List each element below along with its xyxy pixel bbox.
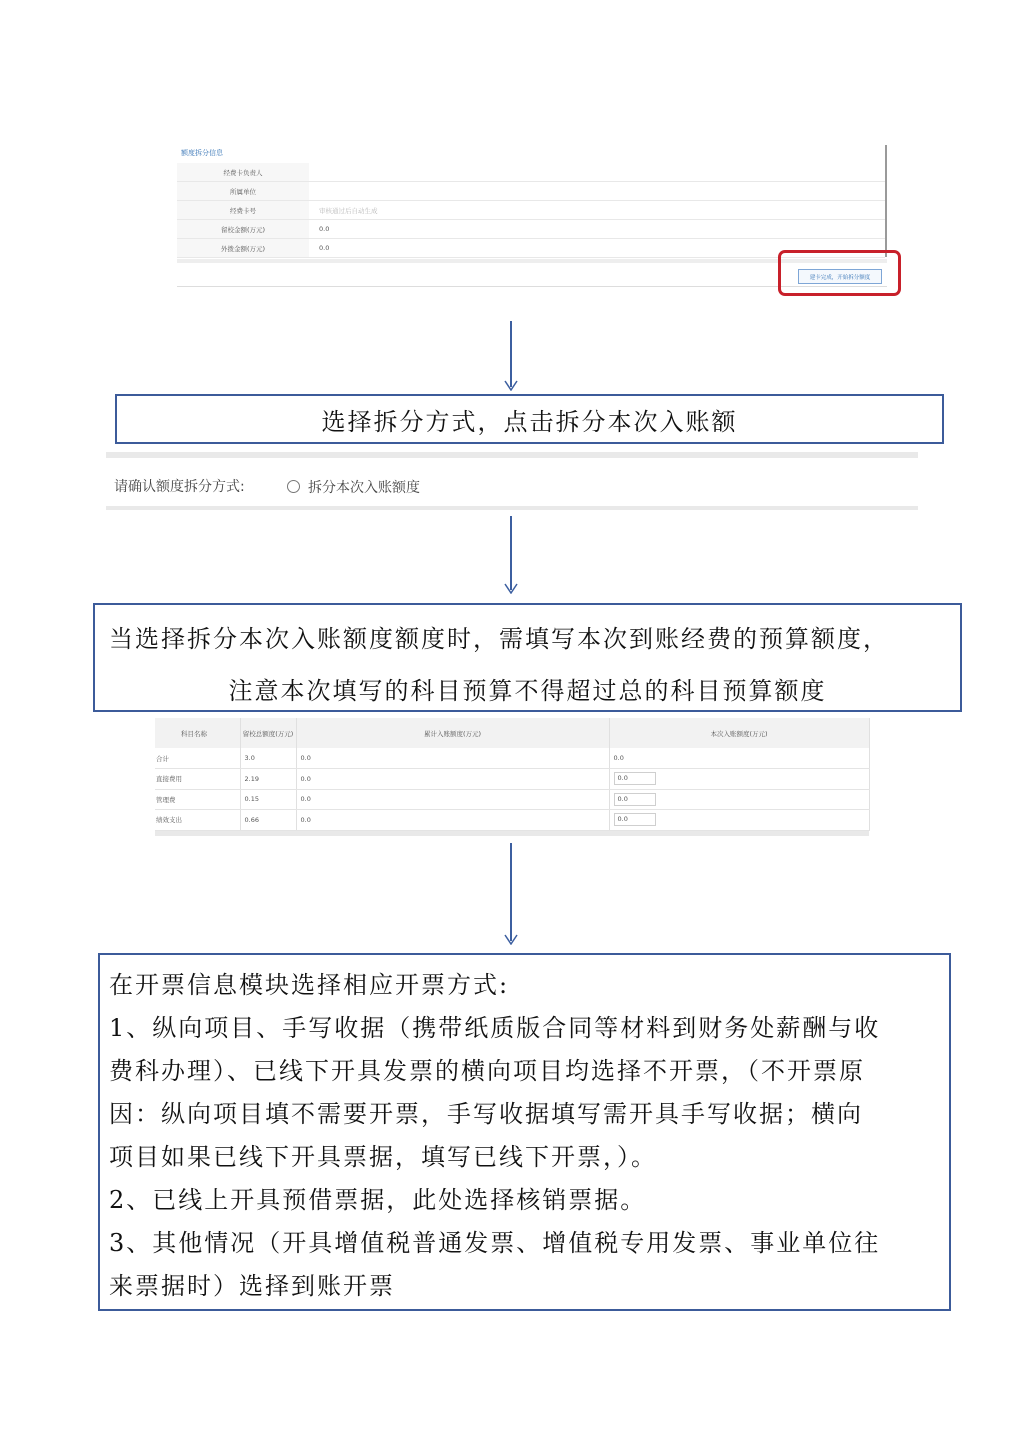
field-label: 所属单位 xyxy=(177,182,309,200)
step3-line: 项目如果已线下开具票据，填写已线下开票，）。 xyxy=(109,1143,657,1171)
cumulative-amount: 0.0 xyxy=(296,769,609,790)
step3-line: 3、其他情况（开具增值税普通发票、增值税专用发票、事业单位往 xyxy=(109,1229,881,1257)
start-split-button[interactable]: 建卡完成，开始拆分额度 xyxy=(798,269,882,284)
current-amount-input[interactable]: 0.0 xyxy=(614,772,656,785)
current-amount: 0.0 xyxy=(609,748,869,769)
step3-line: 来票据时）选择到账开票 xyxy=(109,1272,395,1300)
field-label: 经费卡负责人 xyxy=(177,163,309,181)
split-mode-screenshot xyxy=(106,452,918,512)
cumulative-amount: 0.0 xyxy=(296,748,609,769)
split-option-radio[interactable] xyxy=(287,480,300,493)
down-arrow-icon xyxy=(504,516,518,594)
subject-name: 管理费 xyxy=(155,789,240,810)
step3-line: 因：纵向项目填不需要开票，手写收据填写需开具手写收据；横向 xyxy=(109,1100,863,1128)
current-amount-input[interactable]: 0.0 xyxy=(614,813,656,826)
quota-fields xyxy=(177,163,885,258)
field-row xyxy=(177,201,885,220)
total-amount: 2.19 xyxy=(240,769,296,790)
field-value: 0.0 xyxy=(319,244,330,252)
step1-text: 选择拆分方式，点击拆分本次入账额 xyxy=(321,407,738,436)
subject-name: 合计 xyxy=(155,748,240,769)
step2-line1: 当选择拆分本次入账额度额度时，需填写本次到账经费的预算额度， xyxy=(109,625,889,653)
field-value: 0.0 xyxy=(319,225,330,233)
column-header: 累计入账额度(万元) xyxy=(296,718,609,748)
table-row xyxy=(155,769,869,790)
table-row xyxy=(155,789,869,810)
field-label: 留校金额(万元) xyxy=(177,220,309,238)
divider-band xyxy=(106,506,918,510)
total-amount: 0.15 xyxy=(240,789,296,810)
step3-line: 2、已线上开具预借票据，此处选择核销票据。 xyxy=(109,1186,647,1214)
table-header-row xyxy=(155,718,869,748)
budget-table-screenshot xyxy=(155,718,869,834)
step3-line: 1、纵向项目、手写收据（携带纸质版合同等材料到财务处薪酬与收 xyxy=(109,1014,881,1042)
field-label: 经费卡号 xyxy=(177,201,309,219)
highlight-frame xyxy=(778,250,901,296)
cumulative-amount: 0.0 xyxy=(296,810,609,831)
cumulative-amount: 0.0 xyxy=(296,789,609,810)
step3-line: 在开票信息模块选择相应开票方式: xyxy=(109,971,510,999)
field-row xyxy=(177,182,885,201)
table-row xyxy=(155,810,869,831)
budget-table xyxy=(155,718,870,831)
current-amount-input[interactable]: 0.0 xyxy=(614,793,656,806)
down-arrow-icon xyxy=(504,321,518,391)
step3-line: 费科办理）、已线下开具发票的横向项目均选择不开票，（不开票原 xyxy=(109,1057,865,1085)
field-row xyxy=(177,163,885,182)
field-value: 审核通过后自动生成 xyxy=(319,206,378,215)
step3-instruction xyxy=(98,953,951,1311)
divider-band xyxy=(155,831,869,836)
step1-instruction xyxy=(115,394,944,444)
total-amount: 3.0 xyxy=(240,748,296,769)
split-option-label[interactable]: 拆分本次入账额度 xyxy=(308,480,420,496)
down-arrow-icon xyxy=(504,843,518,945)
split-mode-question: 请确认额度拆分方式: xyxy=(114,479,245,495)
column-header: 科目名称 xyxy=(155,718,240,748)
field-label: 外拨金额(万元) xyxy=(177,239,309,257)
step2-line2: 注意本次填写的科目预算不得超过总的科目预算额度 xyxy=(228,677,827,705)
divider-band xyxy=(106,452,918,458)
step2-instruction xyxy=(93,603,962,712)
scroll-divider xyxy=(885,145,887,257)
section-title: 额度拆分信息 xyxy=(181,149,223,157)
subject-name: 绩效支出 xyxy=(155,810,240,831)
column-header: 本次入账额度(万元) xyxy=(609,718,869,748)
field-row xyxy=(177,220,885,239)
table-row xyxy=(155,748,869,769)
subject-name: 直接费用 xyxy=(155,769,240,790)
column-header: 留校总额度(万元) xyxy=(240,718,296,748)
total-amount: 0.66 xyxy=(240,810,296,831)
